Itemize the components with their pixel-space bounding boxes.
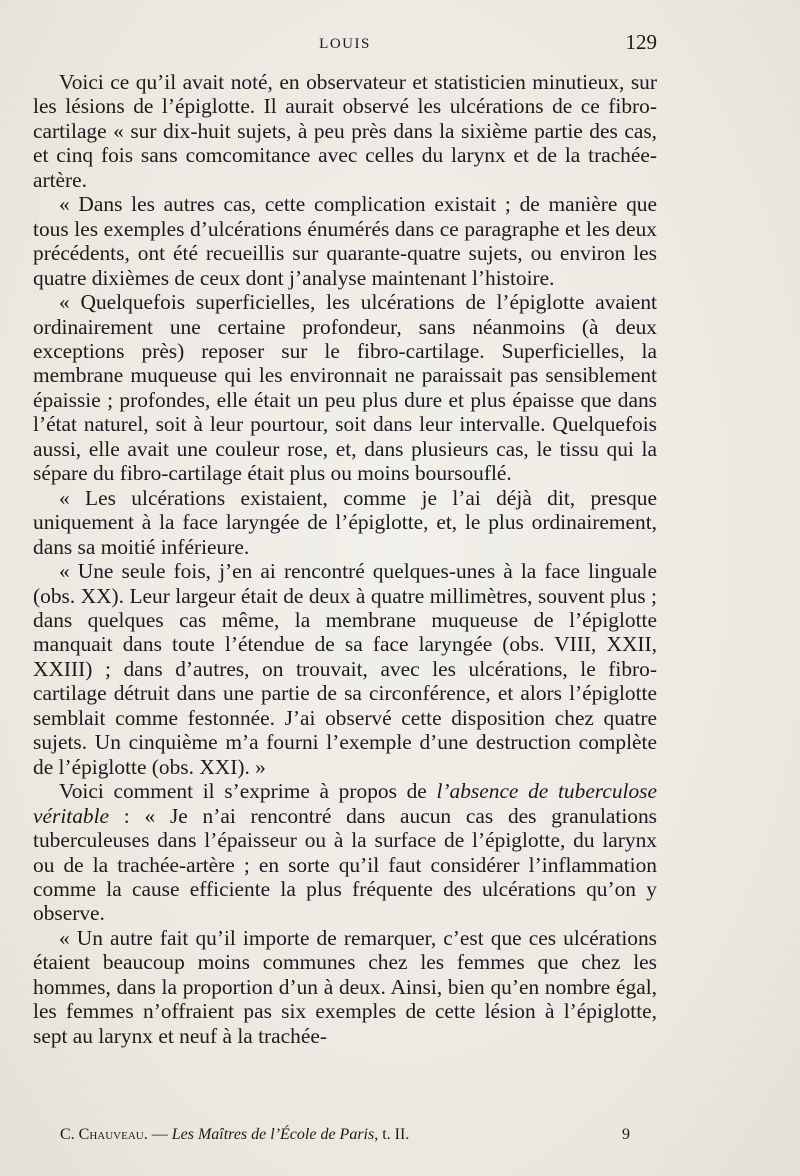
page-header	[33, 30, 657, 58]
paragraph-7: « Un autre fait qu’il importe de remarquer, c’est que ces ulcérations étaient beaucoup moins communes chez les femmes que chez les hommes, dans la proportion d’un à deux. Ainsi, bien qu’en nombre égal, les femmes n’offraient pas six exemples de cette lésion à l’épiglotte, sept au larynx et neuf à la trachée-	[33, 925, 657, 1048]
paragraph-5: « Une seule fois, j’en ai rencontré quelques-unes à la face linguale (obs. XX). Leur largeur était de deux à quatre millimètres, souvent plus ; dans quelques cas même, la membrane muqueuse de l’épiglotte manquait dans toute l’étendue de sa face laryngée (obs. VIII, XXII, XXIII) ; dans d’autres, on trouvait, avec les ulcérations, le fibro-cartilage détruit dans une partie de sa circonférence, et alors l’épiglotte semblait comme festonnée. J’ai observé cette disposition chez quatre sujets. Un cinquième m’a fourni l’exemple d’une destruction complète de l’épiglotte (obs. XXI). »	[33, 559, 657, 779]
page-number: 129	[625, 30, 657, 54]
paragraph-6-text-before: Voici comment il s’exprime à propos de	[59, 779, 437, 804]
page-footer	[60, 1126, 630, 1144]
paragraph-4: « Les ulcérations existaient, comme je l’ai déjà dit, presque uniquement à la face laryngée de l’épiglotte, et, le plus ordinairement, dans sa moitié inférieure.	[33, 485, 657, 559]
footer-dash: —	[147, 1126, 172, 1143]
paragraph-3: « Quelquefois superficielles, les ulcérations de l’épiglotte avaient ordinairement une certaine profondeur, sans néanmoins (à deux exceptions près) reposer sur le fibro-cartilage. Superficielles, la membrane muqueuse qui les environnait ne paraissait pas sensiblement épaissie ; profondes, elle était un peu plus dure et plus épaisse que dans l’état naturel, soit à leur pourtour, soit dans leur intervalle. Quelquefois aussi, elle avait une couleur rose, et, dans plusieurs cas, le tissu qui la sépare du fibro-cartilage était plus ou moins boursouflé.	[33, 290, 657, 486]
footer-title: Les Maîtres de l’École de Paris	[171, 1126, 375, 1143]
paragraph-2: « Dans les autres cas, cette complication existait ; de manière que tous les exemples d’ulcérations énumérés dans ce paragraphe et les deux précédents, ont été recueillis sur quarante-quatre sujets, ou environ les quatre dixièmes de ceux dont j’analyse maintenant l’histoire.	[33, 192, 657, 290]
footer-signature-number: 9	[622, 1126, 630, 1143]
footer-author: C. Chauveau.	[60, 1126, 148, 1143]
paragraph-6-text-after: : « Je n’ai rencontré dans aucun cas des granulations tuberculeuses dans l’épaisseur ou à la surface de l’épiglotte, du larynx ou de la trachée-artère ; en sorte qu’il faut considérer l’inflammation comme la cause efficiente la plus fréquente des ulcérations qu’on y observe.	[33, 803, 657, 926]
paragraph-6	[33, 779, 657, 926]
body-text	[33, 70, 657, 1048]
paragraph-1: Voici ce qu’il avait noté, en observateur et statisticien minutieux, sur les lésions de l’épiglotte. Il aurait observé les ulcérations de ce fibro-cartilage « sur dix-huit sujets, à peu près dans la sixième partie des cas, et cinq fois sans comcomitance avec celles du larynx et de la trachée-artère.	[33, 70, 657, 192]
footer-volume: , t. II.	[374, 1126, 410, 1143]
running-head: LOUIS	[319, 36, 371, 52]
paragraph-6-italic: l’absence de tuberculose véritable	[33, 779, 657, 828]
